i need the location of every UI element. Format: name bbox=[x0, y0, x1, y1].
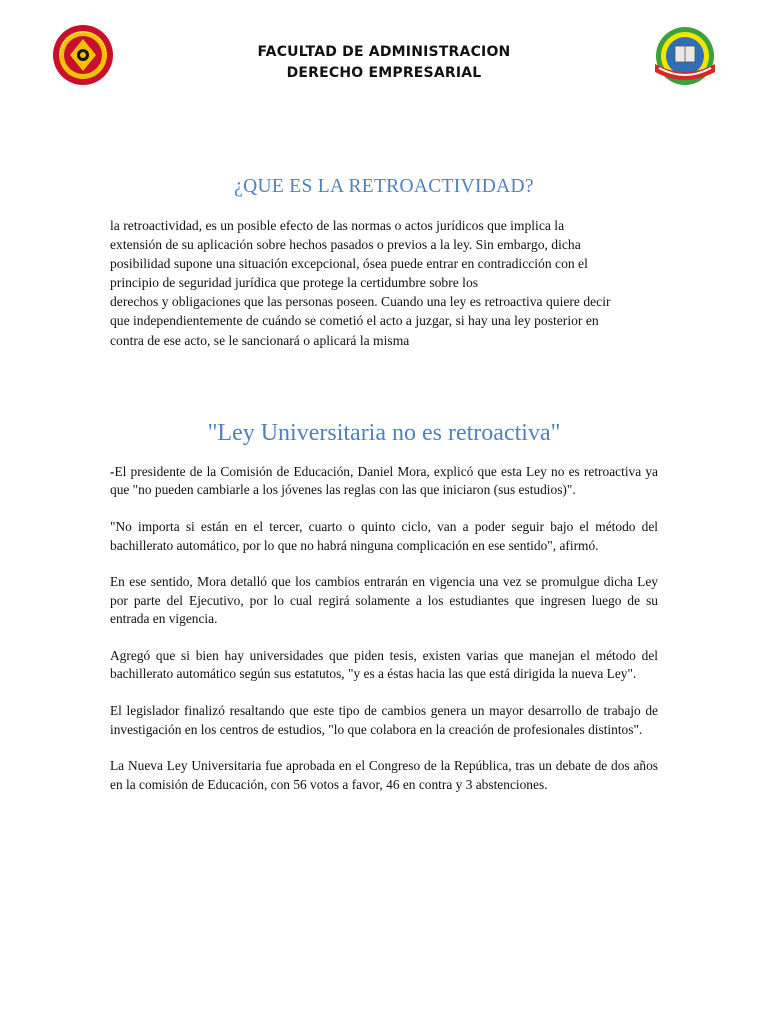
article-paragraph: La Nueva Ley Universitaria fue aprobada en el Congreso de la República, tras un debate de dos años en la comisión de Educación, con 56 votos a favor, 46 en contra y 3 abstenciones. bbox=[110, 758, 658, 792]
paragraph-line: extensión de su aplicación sobre hechos pasados o previos a la ley. Sin embargo, dicha bbox=[110, 237, 581, 253]
article-paragraph: En ese sentido, Mora detalló que los cambios entrarán en vigencia una vez se promulgue dicha Ley por parte del Ejecutivo, por lo cual regirá solamente a los estudiantes que ingresen luego de su entrada en vigencia. bbox=[110, 574, 658, 627]
paragraph-line: contra de ese acto, se le sancionará o aplicará la misma bbox=[110, 332, 410, 348]
paragraph-line: posibilidad supone una situación excepcional, ósea puede entrar en contradicción con el bbox=[110, 256, 588, 272]
document-header bbox=[0, 42, 768, 84]
retroactividad-paragraph bbox=[110, 216, 670, 350]
article-paragraph: "No importa si están en el tercer, cuarto o quinto ciclo, van a poder seguir bajo el método del bachillerato automático, por lo que no habrá ninguna complicación en ese sentido", afirmó. bbox=[110, 519, 658, 553]
section-title-retroactividad: ¿QUE ES LA RETROACTIVIDAD? bbox=[234, 176, 534, 197]
article-paragraph: Agregó que si bien hay universidades que piden tesis, existen varias que manejan el método del bachillerato automático según sus estatutos, "y es a éstas hacia las que está dirigida la nueva Ley". bbox=[110, 648, 658, 682]
course-name: DERECHO EMPRESARIAL bbox=[286, 65, 482, 81]
paragraph-line: la retroactividad, es un posible efecto de las normas o actos jurídicos que implica la bbox=[110, 218, 565, 233]
paragraph-line: derechos y obligaciones que las personas poseen. Cuando una ley es retroactiva quiere decir bbox=[110, 294, 611, 310]
bullet-dash: - bbox=[110, 464, 115, 479]
faculty-name: FACULTAD DE ADMINISTRACION bbox=[257, 44, 511, 60]
article-body bbox=[110, 463, 658, 813]
paragraph-line: que independientemente de cuándo se cometió el acto a juzgar, si hay una ley posterior en bbox=[110, 313, 599, 329]
paragraph-text: El presidente de la Comisión de Educación, Daniel Mora, explicó que esta Ley no es retroactiva ya que "no pueden cambiarle a los jóvenes las reglas con las que iniciaron (sus estudios)". bbox=[110, 464, 658, 498]
article-paragraph bbox=[110, 463, 658, 500]
article-paragraph: El legislador finalizó resaltando que este tipo de cambios genera un mayor desarrollo de trabajo de investigación en los centros de estudios, "lo que colabora en la creación de profesionales distintos". bbox=[110, 703, 658, 737]
section-title-ley-universitaria: "Ley Universitaria no es retroactiva" bbox=[207, 420, 561, 446]
paragraph-line: principio de seguridad jurídica que protege la certidumbre sobre los bbox=[110, 275, 479, 291]
